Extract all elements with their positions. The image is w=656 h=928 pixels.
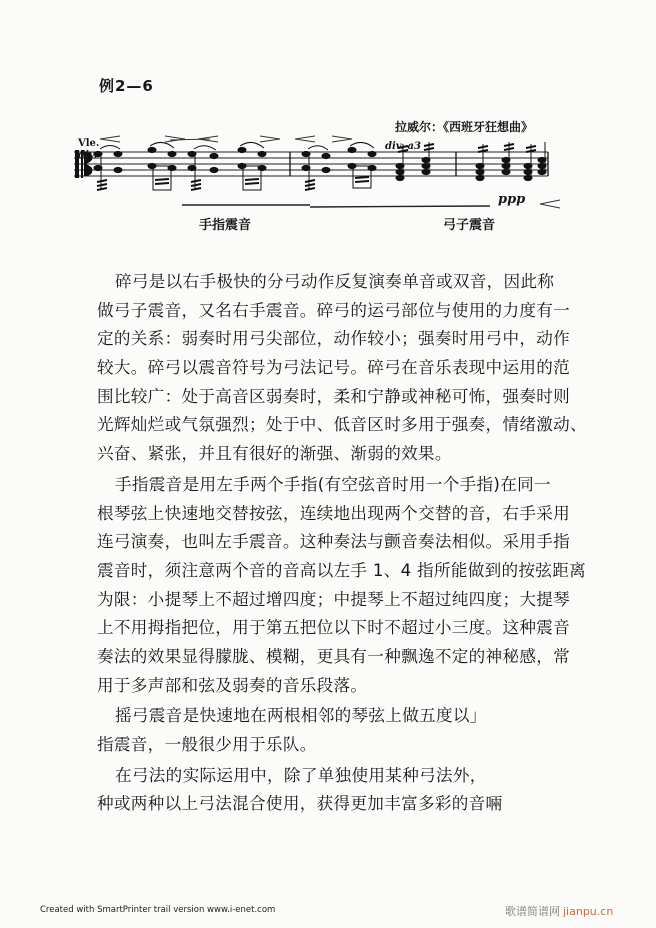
finger-tremolo-label: 手指震音 [199, 218, 252, 233]
text-line: 碎弓是以右手极快的分弓动作反复演奏单音或双音，因此称 [115, 272, 555, 291]
instrument-label: Vle. [78, 138, 100, 149]
text-line: 手指震音是用左手两个手指(有空弦音时用一个手指)在同一 [115, 474, 551, 494]
text-line: 摇弓震音是快速地在两根相邻的琴弦上做五度以」 [115, 706, 487, 726]
text-line: 较大。碎弓以震音符号为弓法记号。碎弓在音乐表现中运用的范 [97, 358, 571, 378]
watermark-smartprinter: Created with SmartPrinter trail version www.i-enet.com [40, 905, 276, 915]
text-line: 光辉灿烂或气氛强烈；处于中、低音区时多用于强奏，情绪激动、 [97, 415, 587, 435]
body-text [97, 268, 587, 819]
bow-tremolo-label: 弓子震音 [443, 218, 496, 233]
text-line: 在弓法的实际运用中，除了单独使用某种弓法外， [115, 765, 487, 785]
text-line: 指震音，一般很少用于乐队。 [97, 735, 317, 754]
example-label: 例2—6 [99, 77, 154, 95]
text-line: 做弓子震音，又名右手震音。碎弓的运弓部位与使用的力度有一 [97, 300, 571, 320]
text-line: 奏法的效果显得朦胧、模糊，更具有一种飘逸不定的神秘感，常 [97, 646, 571, 666]
text-line: 震音时，须注意两个音的音高以左手 1、4 指所能做到的按弦距离 [97, 560, 586, 580]
text-line: 为限：小提琴上不超过增四度；中提琴上不超过纯四度；大提琴 [97, 589, 571, 609]
text-line: 用于多声部和弦及弱奏的音乐段落。 [97, 675, 368, 695]
divisi-a3-marking: div. a3 [385, 141, 421, 152]
divisi-marking: div. [78, 150, 98, 161]
dynamic-marking: ppp [498, 192, 526, 207]
text-line: 根琴弦上快速地交替按弦，连续地出现两个交替的音，右手采用 [97, 503, 571, 523]
text-line: 定的关系：弱奏时用弓尖部位，动作较小；强奏时用弓中，动作 [97, 329, 571, 349]
score-attribution: 拉威尔：《西班牙狂想曲》 [395, 120, 534, 134]
music-staff-graphic [70, 130, 585, 240]
text-line: 连弓演奏，也叫左手震音。这种奏法与颤音奏法相似。采用手指 [97, 532, 571, 552]
text-line: 上不用拇指把位，用于第五把位以下时不超过小三度。这种震音 [97, 618, 571, 638]
watermark-jianpu [505, 903, 613, 919]
text-line: 种或两种以上弓法混合使用，获得更加丰富多彩的音啢 [97, 794, 503, 814]
text-line: 围比较广：处于高音区弱奏时，柔和宁静或神秘可怖，强奏时则 [97, 386, 571, 406]
watermark-jianpu-cn: 歌谱简谱网 [505, 905, 560, 918]
music-score-excerpt [70, 130, 585, 240]
watermark-jianpu-url: jianpu.cn [563, 905, 614, 918]
text-line: 兴奋、紧张，并且有很好的渐强、渐弱的效果。 [97, 444, 452, 464]
